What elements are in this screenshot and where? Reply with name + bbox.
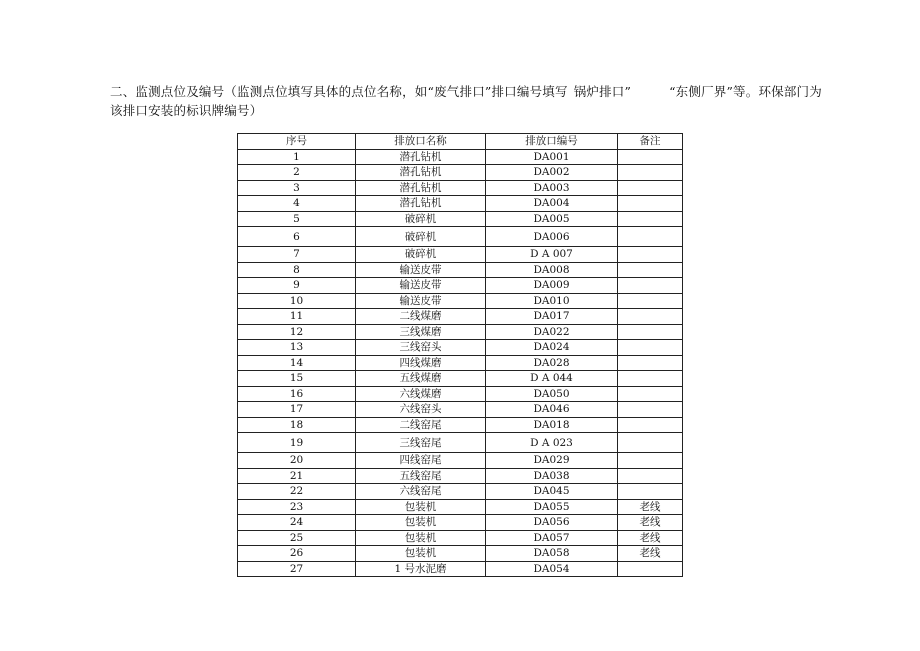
outlet-name: 二线煤磨: [356, 309, 486, 325]
outlet-name: 六线煤磨: [356, 386, 486, 402]
remarks: [618, 262, 683, 278]
table-row: [238, 293, 683, 309]
row-index: 1: [238, 149, 356, 165]
row-index: 10: [238, 293, 356, 309]
outlet-code: DA028: [486, 355, 618, 371]
outlet-name: 五线煤磨: [356, 371, 486, 387]
row-index: 8: [238, 262, 356, 278]
outlet-name: 破碎机: [356, 227, 486, 247]
outlet-name: 包装机: [356, 530, 486, 546]
outlet-name: 二线窑尾: [356, 417, 486, 433]
outlet-name: 输送皮带: [356, 278, 486, 294]
outlet-table: [237, 133, 683, 577]
section-heading: [110, 82, 830, 120]
row-index: 7: [238, 247, 356, 263]
heading-part-1: 二、监测点位及编号（监测点位填写具体的点位名称，如“废气排口”排口编号填写: [110, 84, 568, 99]
outlet-name: 五线窑尾: [356, 468, 486, 484]
row-index: 27: [238, 561, 356, 577]
table-row: [238, 180, 683, 196]
remarks: [618, 247, 683, 263]
remarks: [618, 278, 683, 294]
outlet-code: DA046: [486, 402, 618, 418]
row-index: 18: [238, 417, 356, 433]
table-row: [238, 149, 683, 165]
header-outlet-name: 排放口名称: [356, 134, 486, 150]
outlet-name: 四线煤磨: [356, 355, 486, 371]
row-index: 20: [238, 453, 356, 469]
row-index: 19: [238, 433, 356, 453]
outlet-name: 三线窑头: [356, 340, 486, 356]
outlet-code: D A 007: [486, 247, 618, 263]
table-row: [238, 515, 683, 531]
outlet-code: DA050: [486, 386, 618, 402]
remarks: 老线: [618, 499, 683, 515]
table-row: [238, 247, 683, 263]
table-row: [238, 340, 683, 356]
row-index: 4: [238, 196, 356, 212]
header-index: 序号: [238, 134, 356, 150]
table-row: [238, 386, 683, 402]
heading-part-2: 锅炉排口”: [573, 84, 632, 99]
remarks: [618, 293, 683, 309]
row-index: 14: [238, 355, 356, 371]
remarks: 老线: [618, 530, 683, 546]
outlet-code: DA009: [486, 278, 618, 294]
outlet-code: DA001: [486, 149, 618, 165]
table-row: [238, 196, 683, 212]
outlet-name: 输送皮带: [356, 262, 486, 278]
outlet-code: DA054: [486, 561, 618, 577]
outlet-name: 1 号水泥磨: [356, 561, 486, 577]
table-row: [238, 355, 683, 371]
table-header-row: [238, 134, 683, 150]
table-row: [238, 165, 683, 181]
outlet-code: DA022: [486, 324, 618, 340]
outlet-name: 破碎机: [356, 247, 486, 263]
table-row: [238, 211, 683, 227]
row-index: 9: [238, 278, 356, 294]
outlet-name: 六线窑头: [356, 402, 486, 418]
outlet-name: 六线窑尾: [356, 484, 486, 500]
outlet-name: 包装机: [356, 499, 486, 515]
row-index: 16: [238, 386, 356, 402]
remarks: [618, 165, 683, 181]
row-index: 2: [238, 165, 356, 181]
header-remarks: 备注: [618, 134, 683, 150]
outlet-code: DA029: [486, 453, 618, 469]
row-index: 26: [238, 546, 356, 562]
remarks: [618, 417, 683, 433]
remarks: [618, 484, 683, 500]
remarks: [618, 468, 683, 484]
row-index: 17: [238, 402, 356, 418]
row-index: 23: [238, 499, 356, 515]
outlet-code: DA010: [486, 293, 618, 309]
outlet-code: DA004: [486, 196, 618, 212]
table-row: [238, 468, 683, 484]
outlet-code: DA018: [486, 417, 618, 433]
outlet-name: 破碎机: [356, 211, 486, 227]
outlet-code: DA003: [486, 180, 618, 196]
heading-part-3: “东侧厂界”等。环保部门为该排口安装的标识牌编号）: [110, 84, 822, 118]
table-row: [238, 278, 683, 294]
remarks: [618, 561, 683, 577]
outlet-code: DA008: [486, 262, 618, 278]
remarks: [618, 227, 683, 247]
row-index: 15: [238, 371, 356, 387]
row-index: 5: [238, 211, 356, 227]
table-row: [238, 484, 683, 500]
remarks: 老线: [618, 546, 683, 562]
remarks: [618, 180, 683, 196]
table-row: [238, 402, 683, 418]
table-row: [238, 499, 683, 515]
table-row: [238, 561, 683, 577]
remarks: [618, 402, 683, 418]
row-index: 25: [238, 530, 356, 546]
outlet-name: 输送皮带: [356, 293, 486, 309]
outlet-code: DA006: [486, 227, 618, 247]
outlet-name: 包装机: [356, 515, 486, 531]
remarks: [618, 453, 683, 469]
row-index: 13: [238, 340, 356, 356]
outlet-name: 包装机: [356, 546, 486, 562]
outlet-code: DA017: [486, 309, 618, 325]
row-index: 22: [238, 484, 356, 500]
outlet-code: DA058: [486, 546, 618, 562]
outlet-name: 三线窑尾: [356, 433, 486, 453]
table-row: [238, 453, 683, 469]
outlet-name: 潜孔钻机: [356, 180, 486, 196]
remarks: [618, 355, 683, 371]
table-row: [238, 417, 683, 433]
remarks: [618, 433, 683, 453]
outlet-name: 四线窑尾: [356, 453, 486, 469]
row-index: 24: [238, 515, 356, 531]
remarks: [618, 309, 683, 325]
remarks: [618, 196, 683, 212]
outlet-code: DA055: [486, 499, 618, 515]
outlet-code: DA002: [486, 165, 618, 181]
remarks: 老线: [618, 515, 683, 531]
outlet-name: 潜孔钻机: [356, 149, 486, 165]
outlet-name: 潜孔钻机: [356, 165, 486, 181]
header-outlet-code: 排放口编号: [486, 134, 618, 150]
outlet-code: DA024: [486, 340, 618, 356]
table-row: [238, 530, 683, 546]
remarks: [618, 211, 683, 227]
row-index: 12: [238, 324, 356, 340]
row-index: 6: [238, 227, 356, 247]
outlet-code: DA005: [486, 211, 618, 227]
table-row: [238, 309, 683, 325]
outlet-code: DA038: [486, 468, 618, 484]
row-index: 11: [238, 309, 356, 325]
remarks: [618, 340, 683, 356]
table-row: [238, 433, 683, 453]
outlet-code: DA045: [486, 484, 618, 500]
outlet-code: DA057: [486, 530, 618, 546]
table-row: [238, 324, 683, 340]
table-row: [238, 227, 683, 247]
table-row: [238, 371, 683, 387]
outlet-name: 潜孔钻机: [356, 196, 486, 212]
remarks: [618, 149, 683, 165]
row-index: 21: [238, 468, 356, 484]
table-row: [238, 546, 683, 562]
remarks: [618, 386, 683, 402]
outlet-name: 三线煤磨: [356, 324, 486, 340]
table-row: [238, 262, 683, 278]
remarks: [618, 324, 683, 340]
remarks: [618, 371, 683, 387]
outlet-code: DA056: [486, 515, 618, 531]
table-body: [238, 149, 683, 577]
row-index: 3: [238, 180, 356, 196]
outlet-code: D A 023: [486, 433, 618, 453]
outlet-code: D A 044: [486, 371, 618, 387]
